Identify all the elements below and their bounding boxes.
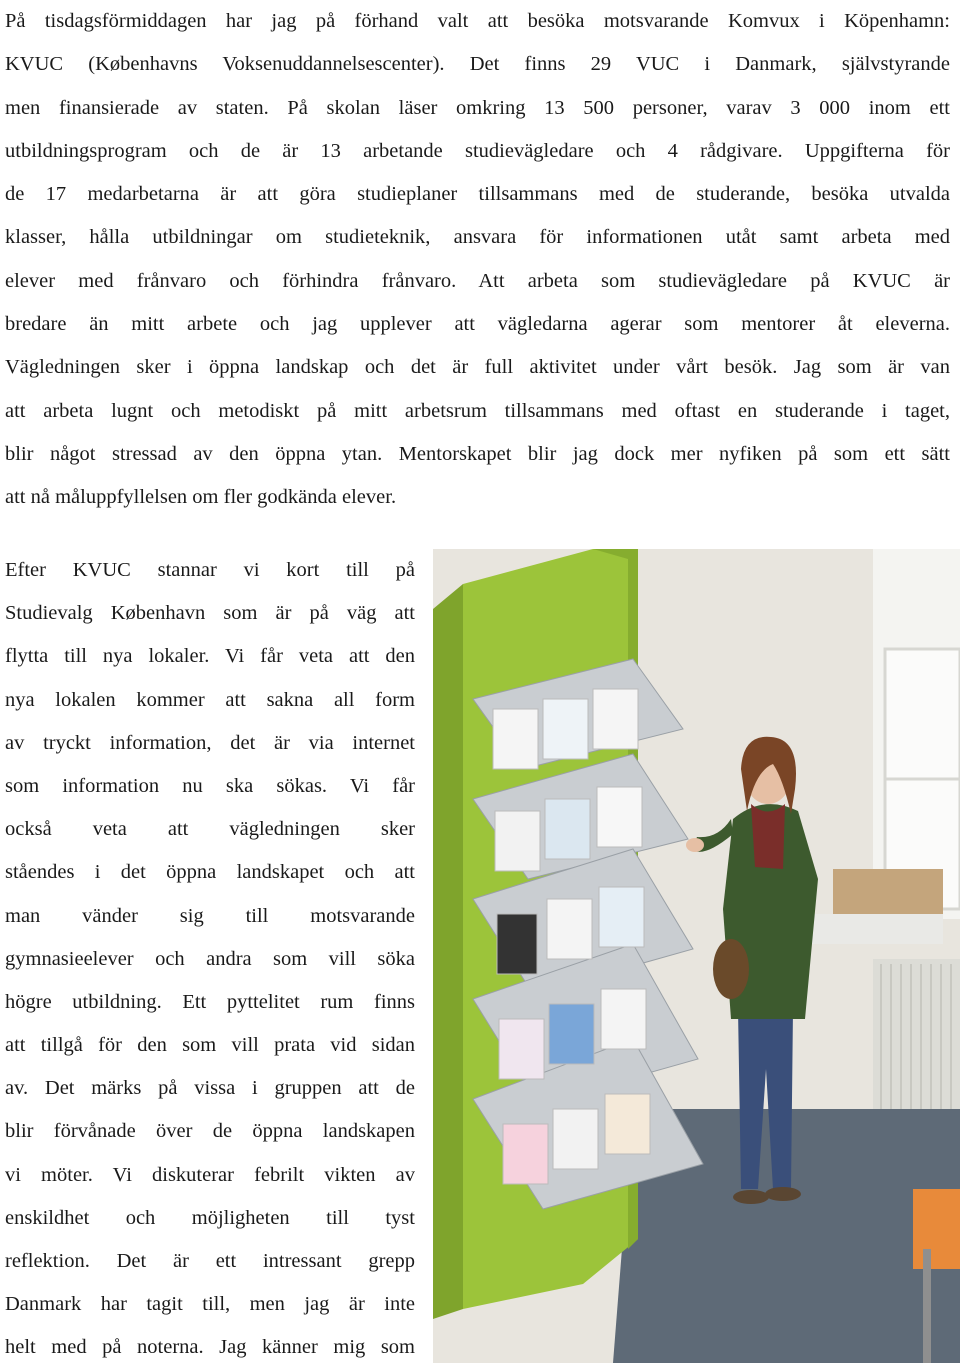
top-paragraph-line: Vägledningen sker i öppna landskap och det är full aktivitet under vårt besök. Jag som är van [5, 356, 950, 379]
photo-woman-at-brochure-rack [433, 549, 960, 1363]
top-paragraph-line: elever med frånvaro och förhindra frånvaro. Att arbeta som studievägledare på KVUC är [5, 269, 950, 292]
top-paragraph-line: blir något stressad av den öppna ytan. Mentorskapet blir jag dock mer nyfiken på som ett sätt [5, 442, 950, 465]
photo-radiator [873, 959, 960, 1129]
top-paragraph-line: På tisdagsförmiddagen har jag på förhand valt att besöka motsvarande Komvux i Köpenhamn: [5, 10, 950, 32]
side-paragraph-line: man vänder sig till motsvarande [5, 904, 415, 927]
side-paragraph-line: högre utbildning. Ett pyttelitet rum finns [5, 990, 415, 1013]
side-paragraph-line: enskildhet och möjligheten till tyst [5, 1206, 415, 1229]
side-paragraph-line: gymnasieelever och andra som vill söka [5, 947, 415, 970]
side-paragraph-line: Efter KVUC stannar vi kort till på [5, 559, 415, 581]
top-paragraph-line: att arbeta lugnt och metodiskt på mitt arbetsrum tillsammans med oftast en studerande i taget, [5, 399, 950, 422]
side-paragraph-line: flytta till nya lokaler. Vi får veta att den [5, 645, 415, 668]
side-paragraph-line: av tryckt information, det är via internet [5, 731, 415, 754]
side-paragraph-line: av. Det märks på vissa i gruppen att de [5, 1077, 415, 1100]
side-paragraph [5, 549, 415, 1370]
top-paragraph-line: de 17 medarbetarna är att göra studieplaner tillsammans med de studerande, besöka utvalda [5, 183, 950, 206]
side-paragraph-line: nya lokalen kommer att sakna all form [5, 688, 415, 711]
top-paragraph-line: men finansierade av staten. På skolan läser omkring 13 500 personer, varav 3 000 inom ett [5, 96, 950, 119]
side-paragraph-line: Studievalg København som är på väg att [5, 602, 415, 625]
top-paragraph [5, 0, 950, 520]
top-paragraph-line: utbildningsprogram och de är 13 arbetande studievägledare och 4 rådgivare. Uppgifterna för [5, 139, 950, 162]
side-paragraph-line: blir förvånade över de öppna landskapen [5, 1120, 415, 1143]
top-paragraph-line: klasser, hålla utbildningar om studieteknik, ansvara för informationen utåt samt arbeta med [5, 226, 950, 249]
top-paragraph-line: att nå måluppfyllelsen om fler godkända elever. [5, 486, 397, 509]
side-paragraph-line: ståendes i det öppna landskapet och att [5, 861, 415, 884]
side-paragraph-line: som information nu ska sökas. Vi får [5, 774, 415, 797]
side-paragraph-line: vi möter. Vi diskuterar febrilt vikten av [5, 1163, 415, 1186]
top-paragraph-line: bredare än mitt arbete och jag upplever att vägledarna agerar som mentorer åt eleverna. [5, 313, 950, 336]
side-paragraph-line: helt med på noterna. Jag känner mig som [5, 1336, 415, 1359]
side-paragraph-line: reflektion. Det är ett intressant grepp [5, 1250, 415, 1272]
side-paragraph-line: Danmark har tagit till, men jag är inte [5, 1293, 415, 1316]
top-paragraph-line: KVUC (Københavns Voksenuddannelsescenter). Det finns 29 VUC i Danmark, självstyrande [5, 53, 950, 76]
side-paragraph-line: att tillgå för den som vill prata vid sidan [5, 1034, 415, 1057]
side-paragraph-line: också veta att vägledningen sker [5, 818, 415, 841]
